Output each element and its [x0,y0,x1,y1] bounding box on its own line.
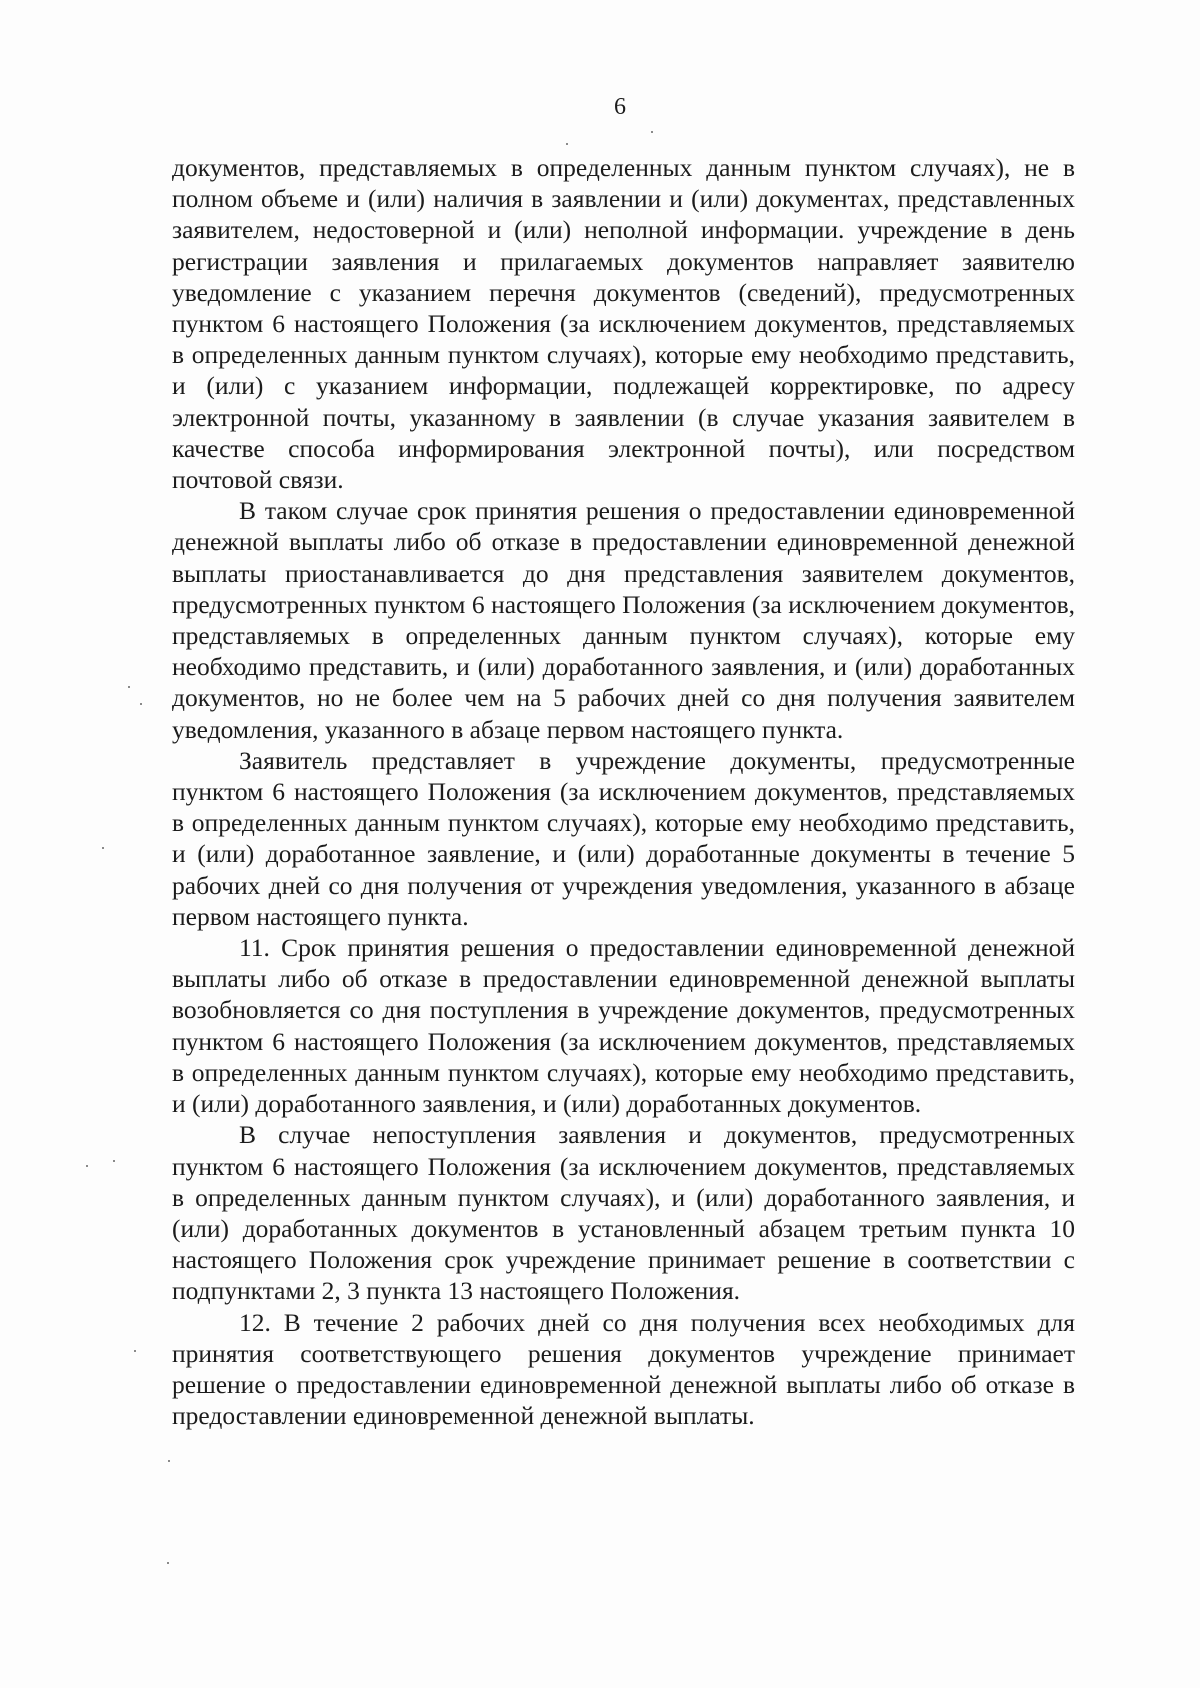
scan-speck [86,1165,88,1167]
scan-speck [128,686,130,688]
paragraph-suspension-term: В таком случае срок принятия решения о предоставлении единовременной денежной выплаты либо об отказе в предоставлении единовременной денежной выплаты приостанавливается до дня представления заявителем документов, предусмотренных пунктом 6 настоящего Положения (за исключением документов, представляемых в определенных данным пунктом случаях), которые ему необходимо представить, и (или) доработанного заявления, и (или) доработанных документов, но не более чем на 5 рабочих дней со дня получения заявителем уведомления, указанного в абзаце первом настоящего пункта. [172,496,1075,744]
scan-speck [102,847,104,849]
page-number: 6 [614,94,626,120]
paragraph-applicant-submission: Заявитель представляет в учреждение документы, предусмотренные пунктом 6 настоящего Положения (за исключением документов, представляемых в определенных данным пунктом случаях), которые ему необходимо представить, и (или) доработанное заявление, и (или) доработанные документы в течение 5 рабочих дней со дня получения от учреждения уведомления, указанного в абзаце первом настоящего пункта. [172,745,1075,931]
scan-speck [651,131,653,133]
scan-speck [566,143,568,145]
paragraph-continuation: документов, представляемых в определенных данным пунктом случаях), не в полном объеме и (или) наличия в заявлении и (или) документах, представленных заявителем, недостоверной и (или) неполной информации. учреждение в день регистрации заявления и прилагаемых документов направляет заявителю уведомление с указанием перечня документов (сведений), предусмотренных пунктом 6 настоящего Положения (за исключением документов, представляемых в определенных данным пунктом случаях), которые ему необходимо представить, и (или) с указанием информации, подлежащей корректировке, по адресу электронной почты, указанному в заявлении (в случае указания заявителем в качестве способа информирования электронной почты), или посредством почтовой связи. [172,153,1075,495]
scan-speck [140,703,142,705]
paragraph-non-receipt: В случае непоступления заявления и документов, предусмотренных пунктом 6 настоящего Положения (за исключением документов, представляемых в определенных данным пунктом случаях), и (или) доработанного заявления, и (или) доработанных документов в установленный абзацем третьим пункта 10 настоящего Положения срок учреждение принимает решение в соответствии с подпунктами 2, 3 пункта 13 настоящего Положения. [172,1120,1075,1306]
document-body [172,152,1075,1431]
scan-speck [113,1160,115,1162]
scan-speck [134,1350,136,1352]
paragraph-item-12: 12. В течение 2 рабочих дней со дня получения всех необходимых для принятия соответствующего решения документов учреждение принимает решение о предоставлении единовременной денежной выплаты либо об отказе в предоставлении единовременной денежной выплаты. [172,1307,1075,1431]
scan-speck [168,1460,170,1462]
paragraph-item-11: 11. Срок принятия решения о предоставлении единовременной денежной выплаты либо об отказе в предоставлении единовременной денежной выплаты возобновляется со дня поступления в учреждение документов, предусмотренных пунктом 6 настоящего Положения (за исключением документов, представляемых в определенных данным пунктом случаях), которые ему необходимо представить, и (или) доработанного заявления, и (или) доработанных документов. [172,933,1075,1119]
scan-speck [167,1562,169,1564]
